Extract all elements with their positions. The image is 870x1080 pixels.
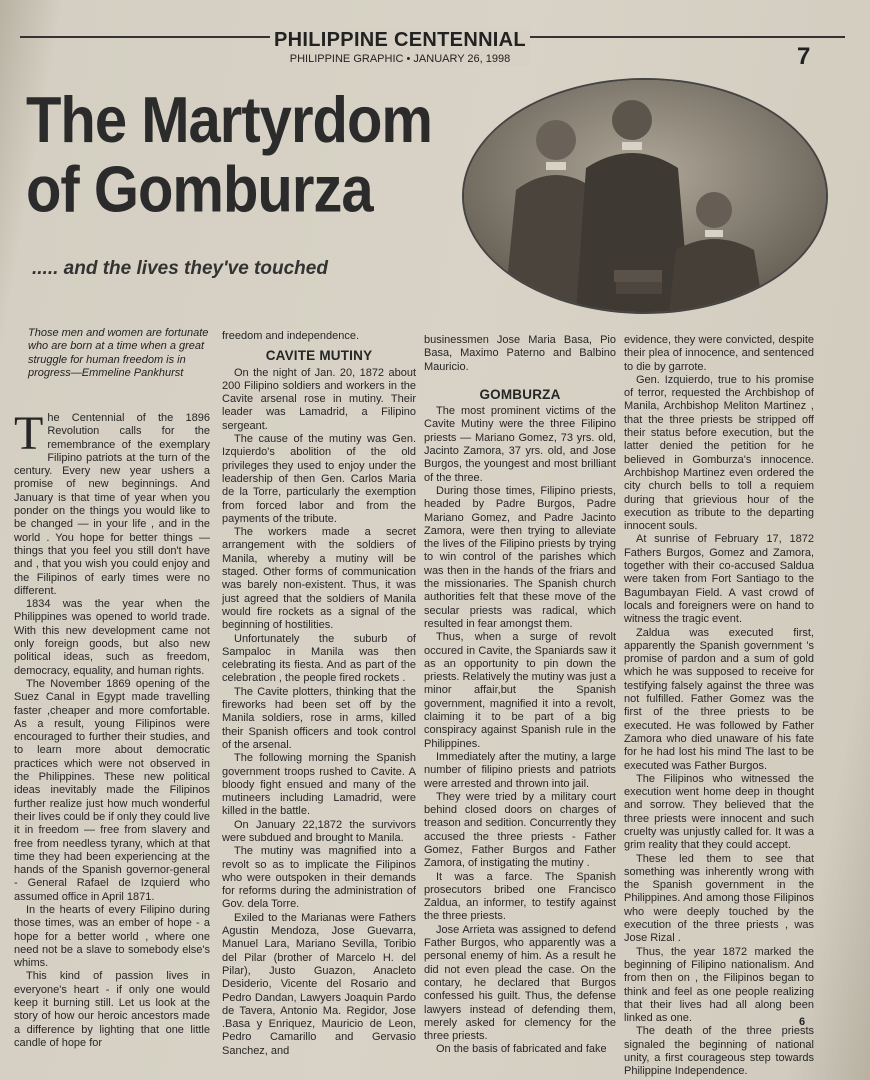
col2-paragraph: The workers made a secret arrangement with the soldiers of Manila, whereby a mutiny will be staged. Other forms of communication was barely non-existent. Thus, it was just agreed that the soldiers of Manila would fire rockets as a signal of the beginning of hostilities. <box>222 526 416 632</box>
epigraph-quote: Those men and women are fortunate who are born at a time when a great struggle for human freedom is in progress—Emmeline Pankhurst <box>28 327 209 379</box>
col2-paragraph: Unfortunately the suburb of Sampaloc in Manila was then celebrating its fiesta. And as part of the celebration , the people fired rockets . <box>222 632 416 685</box>
col4-paragraph: Thus, the year 1872 marked the beginning of Filipino nationalism. And from then on , the Filipinos began to think and feel as one people realizing that their lives had all along been linked as one. <box>624 945 814 1025</box>
col1-paragraph: In the hearts of every Filipino during those times, was an ember of hope - a hope for a better world , where one need not be a slave to somebody else's whims. <box>14 903 210 970</box>
col1-paragraph: This kind of passion lives in everyone's heart - if only one would keep it burning still. Let us look at the story of how our heroic ancestors made a difference by lighting that one little candle of hope for <box>14 970 210 1049</box>
col3-paragraph: On the basis of fabricated and fake <box>436 1043 607 1056</box>
col3-paragraph: Thus, when a surge of revolt occured in Cavite, the Spaniards saw it as an opportunity to pin down the priests. Relatively the mutiny was just a minor affair,but the Spanish government, magnified it into a revolt, claiming it to be part of a big conspiracy against Spanish rule in the Philippines. <box>424 631 616 750</box>
col2-paragraph: The mutiny was magnified into a revolt so as to implicate the Filipinos who were outspoken in their demands for reforms during the administration of Gov. dela Torre. <box>222 845 416 911</box>
col4-paragraph: The Filipinos who witnessed the execution went home deep in thought and sorrow. They believed that the three priests were innocent and such cruelty was unjustly called for. It was a grim reality that they could accept. <box>624 772 814 852</box>
col2-paragraph: On January 22,1872 the survivors were subdued and brought to Manila. <box>222 818 416 844</box>
portrait-illustration <box>464 80 826 312</box>
col2-paragraph: The cause of the mutiny was Gen. Izquierdo's abolition of the old privileges they used to enjoy under the leadership of then Gen. Carlos Maria de la Torre, particularly the exemption from forced labor and from the payments of the tribute. <box>222 433 416 525</box>
col1-paragraph: 1834 was the year when the Philippines was opened to world trade. With this new development came not only foreign goods, but also new political ideas, such as freedom, democracy, equality, and human rights. <box>14 598 210 677</box>
page-header <box>270 28 530 66</box>
article-subtitle: ..... and the lives they've touched <box>32 258 328 279</box>
col4-paragraph: At sunrise of February 17, 1872 Fathers Burgos, Gomez and Zamora, together with their co-accused Saldua were taken from Fort Santiago to the Bagumbayan Field. A vast crowd of locals and foreigners were on hand to witness the tragic event. <box>624 533 814 626</box>
col2-paragraph: Exiled to the Marianas were Fathers Agustin Mendoza, Jose Guevarra, Manuel Lara, Mariano Sevilla, Toribio del Pilar (brother of Marcelo H. del Pilar), Justo Guazon, Anacleto Desiderio, Vicente del Rosario and Pedro Dandan, Lawyers Joaquin Pardo de Tavera, Antonio Ma. Regidor, Jose .Basa y Enriquez, Mauricio de Leon, Pedro Camarillo and Gervasio Sanchez, and <box>222 911 416 1057</box>
gomburza-heading: GOMBURZA <box>479 386 561 402</box>
column-1 <box>14 407 210 1050</box>
publication-line: PHILIPPINE GRAPHIC • JANUARY 26, 1998 <box>289 53 511 65</box>
page-number: 7 <box>797 43 811 70</box>
col2-paragraph: On the night of Jan. 20, 1872 about 200 Filipino soldiers and workers in the Cavite arsenal rose in mutiny. Their leader was Lamadrid, a Filipino sergeant. <box>222 366 416 432</box>
col1-paragraph: The November 1869 opening of the Suez Canal in Egypt made travelling faster ,cheaper and more comfortable. As a result, young Filipinos were encouraged to further their studies, and to learn more about democratic practices which were not observed in the Philippines. These new political ideas inevitably made the Filipinos further realize just how much wonderful their lives could be if only they could live it in freedom — free from slavery and free from needless tyrany, which at that time they had been experiencing at the hands of the Spanish governor-general - General Rafael de Izquierd who assumed office in April 1871. <box>14 677 210 903</box>
col3-paragraph: During those times, Filipino priests, headed by Padre Burgos, Padre Mariano Gomez, and Padre Jacinto Zamora, were then trying to alleviate the lives of the Filipino priests by trying to win control of the parishes which was then in the hands of the friars and the missionaries. The Spanish church authorities felt that these move of the secular priests was radical, which resulted in fear amongst them. <box>424 484 616 630</box>
col2-lead: freedom and independence. <box>222 330 359 342</box>
col3-paragraph: Immediately after the mutiny, a large number of filipino priests and patriots were arrested and thrown into jail. <box>424 750 616 790</box>
col4-paragraph: The death of the three priests signaled the beginning of national unity, a first courageous step towards Philippine Independence. <box>624 1025 814 1078</box>
continuation-mark: 6 <box>799 1016 806 1028</box>
col4-paragraph: These led them to see that something was inherently wrong with the Spanish government in the Philippines. And among those Filipinos who were deeply touched by the execution of the three priests , was Jose Rizal . <box>624 852 814 945</box>
cavite-mutiny-heading: CAVITE MUTINY <box>265 348 373 364</box>
col2-paragraph: The following morning the Spanish government troops rushed to Cavite. A bloody fight ensued and many of the mutineers including Lamadrid, were killed in the battle. <box>222 752 416 818</box>
drop-cap: T <box>14 407 44 460</box>
title-line-1: The Martyrdom <box>26 83 432 157</box>
gomburza-portrait-photo <box>462 78 828 314</box>
col3-paragraph: They were tried by a military court behind closed doors on charges of treason and sedition. Concurrently they accused the three priests - Father Gomez, Father Burgos and Father Zamora, of instigating the mutiny . <box>424 790 616 870</box>
col2-paragraph: The Cavite plotters, thinking that the fireworks had been set off by the Manila soldiers, rose in arms, killed their Spanish officers and took control of the arsenal. <box>222 685 416 751</box>
col4-paragraph: Gen. Izquierdo, true to his promise of terror, requested the Archbishop of Manila, Archbishop Meliton Martinez , that the three priests be stripped off their status before execution, but the latter denied the petition for he believed in Gomburza's innocence. Archbishop Martinez even ordered the city church bells to toll a requiem during that grievious hour of the execution as tribute to the departing innocent souls. <box>624 373 814 533</box>
col3-paragraph: It was a farce. The Spanish prosecutors bribed one Francisco Zaldua, an informer, to testify against the three priests. <box>424 870 616 923</box>
article-title <box>26 83 446 226</box>
section-title: PHILIPPINE CENTENNIAL <box>274 29 526 51</box>
column-2 <box>222 330 416 1058</box>
column-3 <box>424 334 616 1057</box>
col1-paragraph: he Centennial of the 1896 Revolution calls for the remembrance of the exemplary Filipino patriots at the turn of the century. Every new year ushers a promise of new beginnings. And January is that time of year when you ponder on the things you would like to be changed — in your life , and in the world . You hope for better things — things that you feel you still don't have and , that you wish you could enjoy and the Filipinos of early times were no different. <box>14 412 210 597</box>
title-line-2: of Gomburza <box>26 153 373 226</box>
col3-paragraph: The most prominent victims of the Cavite Mutiny were the three Filipino priests — Mariano Gomez, 73 yrs. old, Jacinto Zamora, 37 yrs. old, and Jose Burgos, the youngest and most brilliant of the three. <box>424 405 616 484</box>
col4-paragraph: Zaldua was executed first, apparently the Spanish government 's promise of pardon and a sum of gold which he was supposed to receive for testifying falsely against the three was not fulfilled. Father Gomez was the first of the three priests to be executed. He was followed by Father Zamora who died unaware of his fate for he had lost his mind The last to be executed was Father Burgos. <box>624 626 814 772</box>
col3-paragraph: Jose Arrieta was assigned to defend Father Burgos, who apparently was a personal enemy of him. As a result he did not even plead the case. On the contary, he declared that Burgos confessed his guilt. Thus, the defense lawyers instead of defending them, merely asked for clemency for the three priests. <box>424 923 616 1043</box>
col4-lead: evidence, they were convicted, despite their plea of innocence, and sentenced to die by garrote. <box>624 334 814 373</box>
column-4 <box>624 334 814 1079</box>
col3-lead: businessmen Jose Maria Basa, Pio Basa, Maximo Paterno and Balbino Mauricio. <box>424 334 616 373</box>
